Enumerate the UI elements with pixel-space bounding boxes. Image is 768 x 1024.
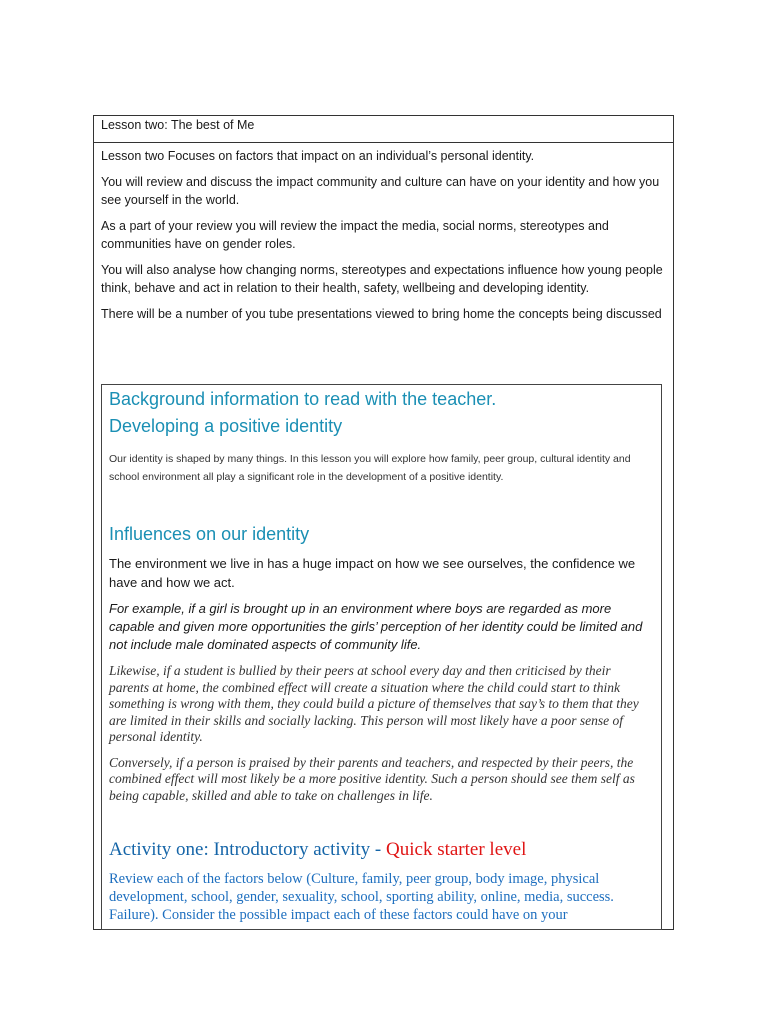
activity-level: Quick starter level xyxy=(386,839,527,860)
background-box xyxy=(101,384,662,930)
activity-heading xyxy=(109,838,654,862)
background-intro: Our identity is shaped by many things. In this lesson you will explore how family, peer group, cultural identity and school environment all play a significant role in the development of a positive identity. xyxy=(109,453,631,483)
influences-para-2: For example, if a girl is brought up in an environment where boys are regarded as more capable and given more opportunities the girls’ perception of her identity could be limited and not include male dominated aspects of community life. xyxy=(109,601,643,652)
lesson-intro xyxy=(94,143,673,323)
activity-heading-main: Activity one: Introductory activity - xyxy=(109,839,387,860)
lesson-title: Lesson two: The best of Me xyxy=(94,116,673,143)
intro-paragraph: There will be a number of you tube presentations viewed to bring home the concepts being discussed xyxy=(101,307,662,321)
background-heading-line1: Background information to read with the teacher. xyxy=(109,389,497,409)
influences-para-1: The environment we live in has a huge impact on how we see ourselves, the confidence we have and how we act. xyxy=(109,556,636,590)
activity-text: Review each of the factors below (Culture, family, peer group, body image, physical development, school, gender, sexuality, school, sporting ability, online, media, success. Failure). Consider the possible impact each of these factors could have on your xyxy=(109,871,614,923)
background-heading xyxy=(109,386,654,440)
intro-paragraph: You will review and discuss the impact community and culture can have on your identity and how you see yourself in the world. xyxy=(101,175,660,207)
background-heading-line2: Developing a positive identity xyxy=(109,416,343,436)
influences-para-4: Conversely, if a person is praised by their parents and teachers, and respected by their peers, the combined effect will most likely be a more positive identity. Such a person should see them self as being capable, skilled and able to take on challenges in life. xyxy=(109,754,635,803)
intro-paragraph: You will also analyse how changing norms, stereotypes and expectations influence how young people think, behave and act in relation to their health, safety, wellbeing and developing identity. xyxy=(101,263,663,295)
lesson-frame xyxy=(93,115,674,930)
influences-heading: Influences on our identity xyxy=(109,524,310,544)
intro-paragraph: As a part of your review you will review the impact the media, social norms, stereotypes and communities have on gender roles. xyxy=(101,219,609,251)
influences-para-3: Likewise, if a student is bullied by their peers at school every day and then criticised by their parents at home, the combined effect will create a situation where the child could start to think something is wrong with them, they could build a picture of themselves that say’s to them that they are limited in their skills and socially lacking. This person will most likely have a poor sense of personal identity. xyxy=(109,663,639,744)
intro-paragraph: Lesson two Focuses on factors that impact on an individual’s personal identity. xyxy=(101,149,535,163)
